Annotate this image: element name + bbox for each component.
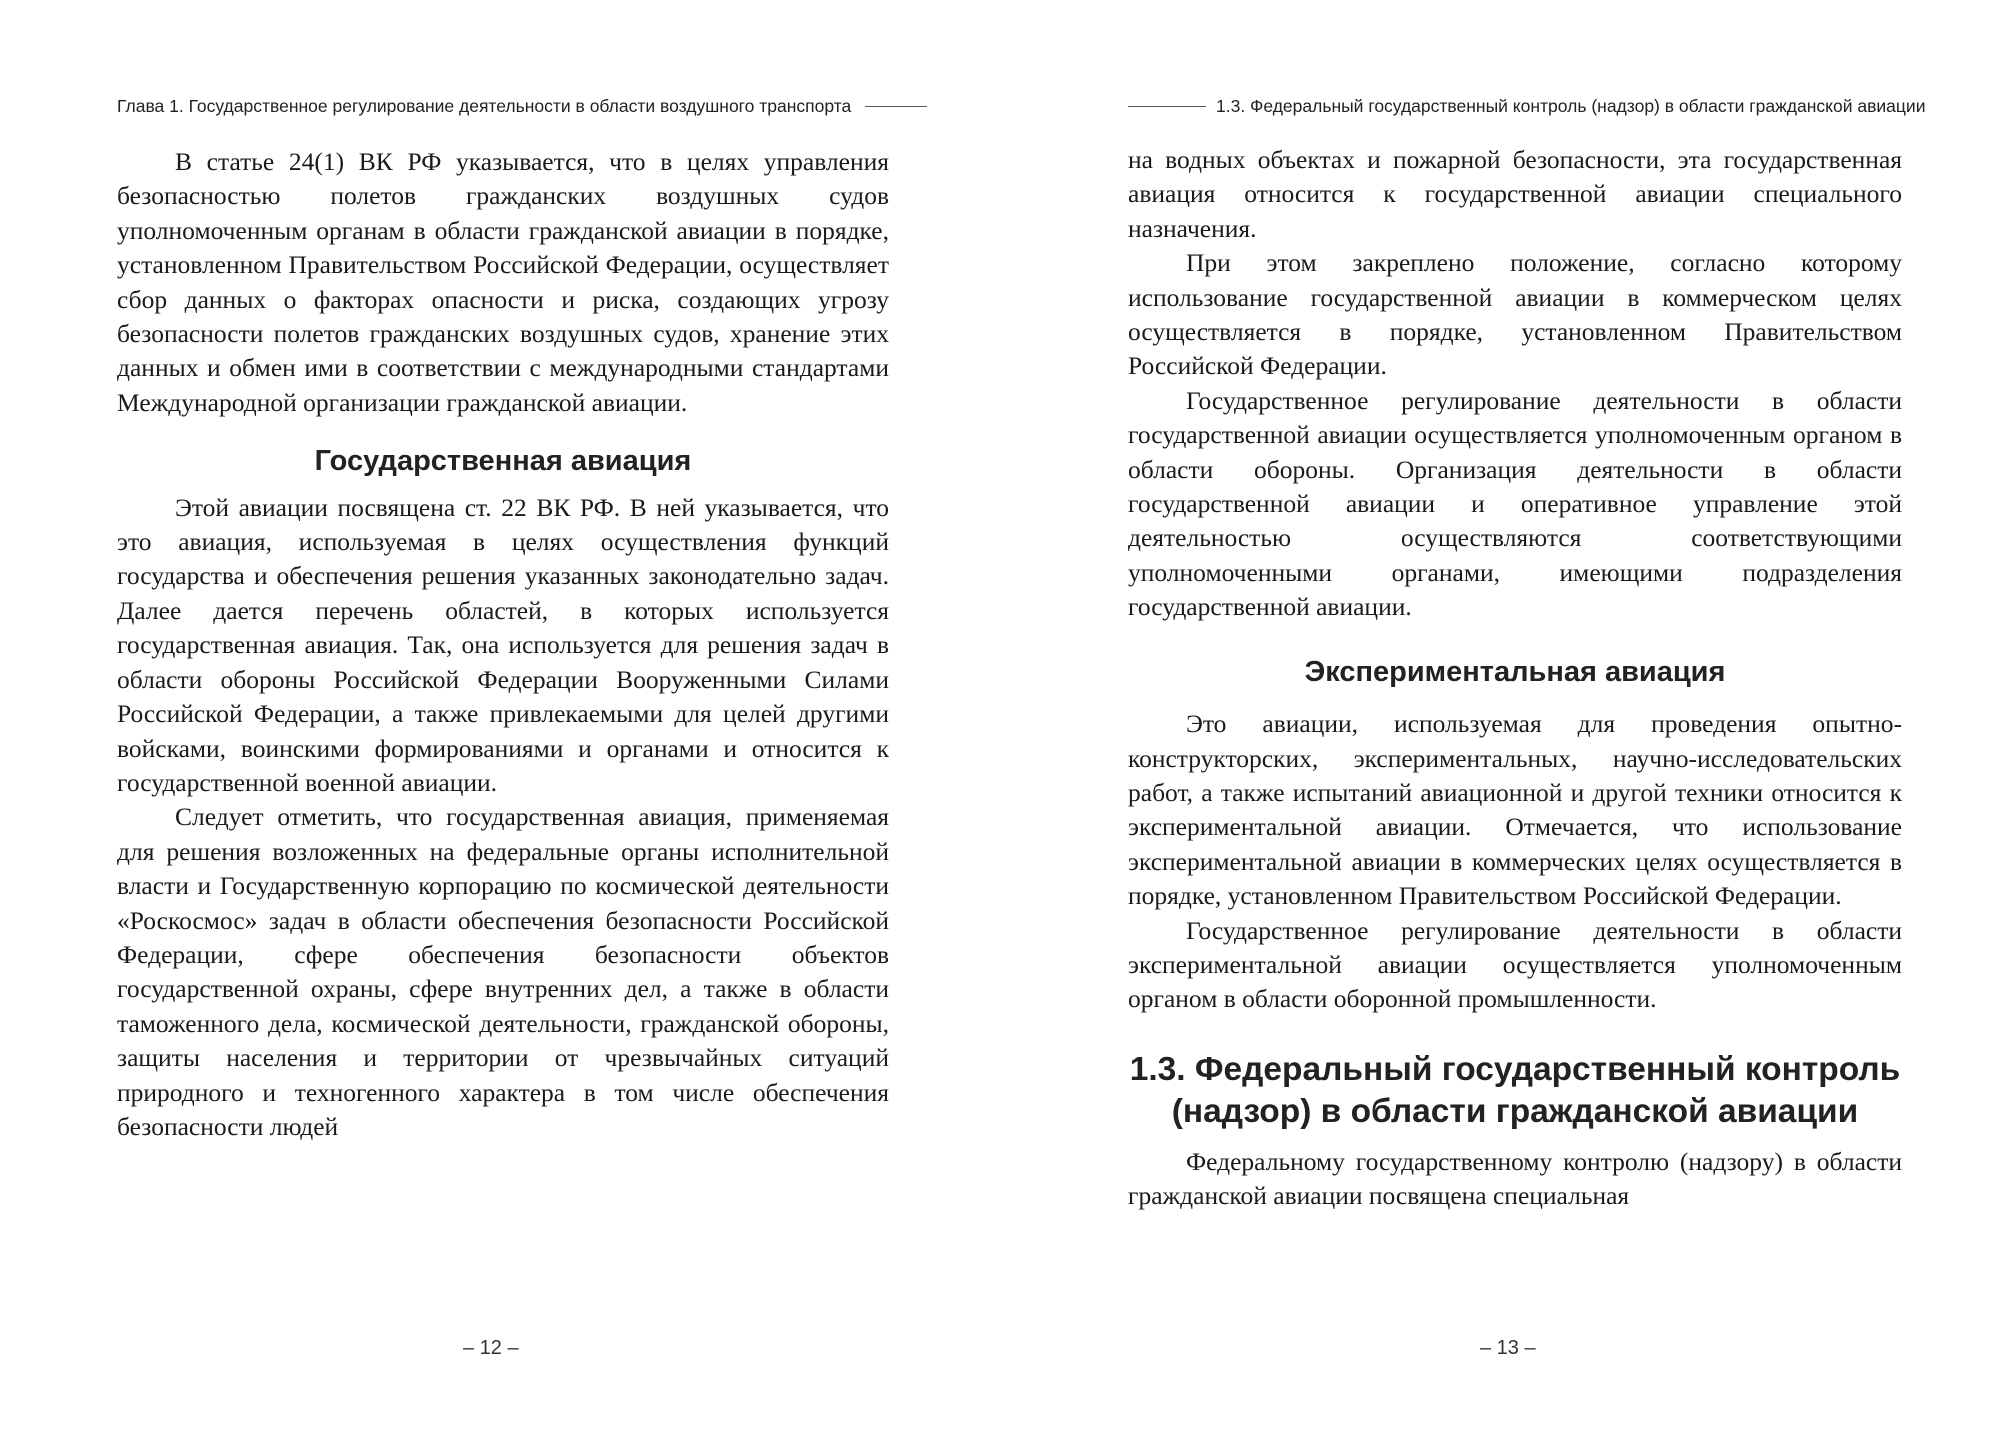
left-running-head [117,96,927,117]
page-number: – 12 – [463,1337,519,1359]
right-page [1000,0,2000,1445]
paragraph: Этой авиации посвящена ст. 22 ВК РФ. В ней указывается, что это авиация, используемая в целях осуществления функций государства и обеспечения решения указанных законодательно задач. Далее дается перечень областей, в которых используется государственная авиация. Так, она используется для решения задач в области обороны Российской Федерации Вооруженными Силами Российской Федерации, а также привлекаемыми для целей другими войсками, воинскими формированиями и органами и относится к государственной военной авиации. [117,492,889,797]
running-head-text: Глава 1. Государственное регулирование деятельности в области воздушного транспорта [117,96,852,116]
page-number: – 13 – [1480,1337,1536,1359]
paragraph-continuation: на водных объектах и пожарной безопасности, эта государственная авиация относится к государственной авиации специального назначения. [1128,145,1902,243]
paragraph: Следует отметить, что государственная авиация, применяемая для решения возложенных на федеральные органы исполнительной власти и Государственную корпорацию по космической деятельности «Роскосмос» задач в области обеспечения безопасности Российской Федерации, сфере обеспечения безопасности объектов государственной охраны, сфере внутренних дел, а также в области таможенного дела, космической деятельности, гражданской обороны, защиты населения и территории от чрезвычайных ситуаций природного и техногенного характера в том числе обеспечения безопасности людей [117,802,889,1141]
paragraph: В статье 24(1) ВК РФ указывается, что в целях управления безопасностью полетов гражданских воздушных судов уполномоченным органам в области гражданской авиации в порядке, установленном Правительством Российской Федерации, осуществляет сбор данных о факторах опасности и риска, создающих угрозу безопасности полетов гражданских воздушных судов, хранение этих данных и обмен ими в соответствии с международными стандартами Международной организации гражданской авиации. [117,147,889,417]
subhead-state-aviation: Государственная авиация [314,445,692,478]
running-head-rule [865,106,927,107]
right-running-head [1128,96,1925,117]
running-head-text: 1.3. Федеральный государственный контроль (надзор) в области гражданской авиации [1216,96,1926,116]
running-head-rule [1128,106,1206,107]
paragraph: Государственное регулирование деятельности в области экспериментальной авиации осуществляется уполномоченным органом в области оборонной промышленности. [1128,915,1902,1014]
section-heading-line: (надзор) в области гражданской авиации [1171,1092,1859,1130]
section-heading-line: 1.3. Федеральный государственный контроль [1129,1050,1901,1088]
paragraph: Это авиации, используемая для проведения опытно-конструкторских, экспериментальных, научно-исследовательских работ, а также испытаний авиационной и другой техники относится к экспериментальной авиации. Отмечается, что использование экспериментальной авиации в коммерческих целях осуществляется в порядке, установленном Правительством Российской Федерации. [1128,709,1902,911]
paragraph: Федеральному государственному контролю (надзору) в области гражданской авиации посвящена специальная [1128,1146,1902,1211]
section-heading [1128,1049,1902,1133]
right-body-text [1128,143,1902,1214]
left-body-text [117,145,889,1144]
subhead-experimental-aviation: Экспериментальная авиация [1304,655,1726,688]
paragraph: При этом закреплено положение, согласно которому использование государственной авиации в коммерческом целях осуществляется в порядке, установленном Правительством Российской Федерации. [1128,248,1902,381]
paragraph: Государственное регулирование деятельности в области государственной авиации осуществляется уполномоченным органом в области обороны. Организация деятельности в области государственной авиации и оперативное управление этой деятельностью осуществляются соответствующими уполномоченными органами, имеющими подразделения государственной авиации. [1128,385,1902,622]
